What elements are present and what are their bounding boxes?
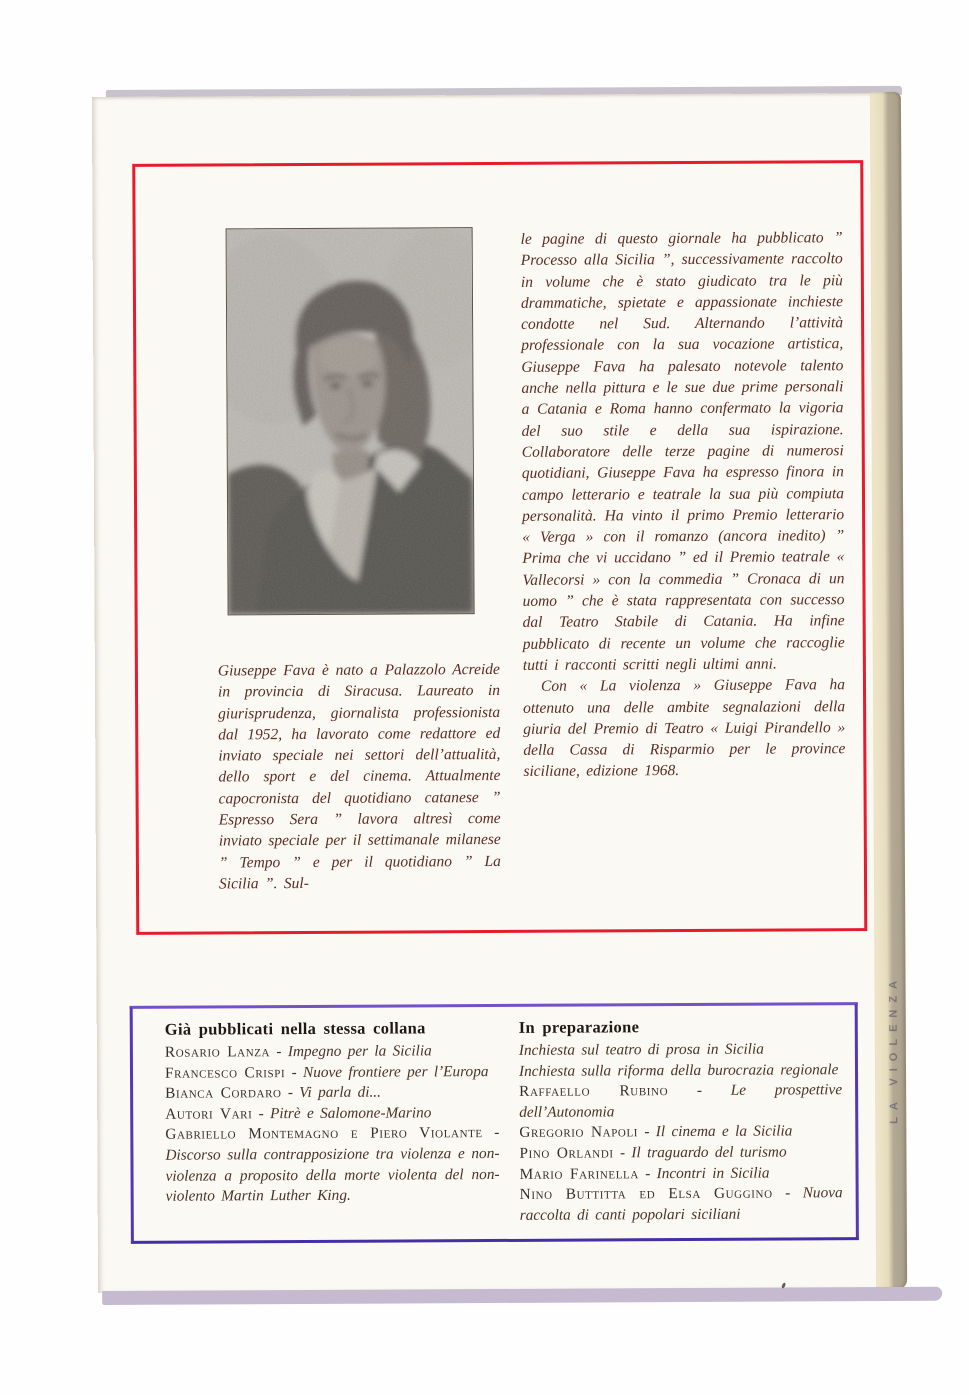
author-name: Pino Orlandi bbox=[519, 1144, 614, 1162]
book-list-item: Raffaello Rubino - Le prospettive dell’Autonomia bbox=[519, 1081, 843, 1121]
book-title: Incontri in Sicilia bbox=[656, 1164, 770, 1182]
book-title: Le prospettive dell’Autonomia bbox=[519, 1081, 843, 1121]
author-name: Nino Buttitta ed Elsa Guggino bbox=[519, 1184, 773, 1204]
author-name: Rosario Lanza bbox=[164, 1043, 271, 1061]
bio-caption: Giuseppe Fava è nato a Palazzolo Acreide in provincia di Siracusa. Laureato in giurisprudenza, giornalista professionista dal 1952, ha lavorato come redattore ed inviato speciale nei settori dell’attualità, dello sport e del cinema. Attualmente capocronista del quotidiano catanese ” Espresso Sera ” lavora altresì come inviato speciale per il settimanale milanese ” Tempo ” e per il quotidiano ” La Sicilia ”. Sul- bbox=[217, 660, 501, 893]
book-title: Inchiesta sul teatro di prosa in Sicilia bbox=[518, 1040, 764, 1059]
published-column bbox=[165, 1018, 500, 1207]
book-title: Discorso sulla contrapposizione tra violenza e non-violenza a proposito della morte violenta del non-violento Martin Luther King. bbox=[165, 1144, 500, 1205]
author-name: Francesco Crispi bbox=[164, 1063, 286, 1082]
bio-column bbox=[521, 227, 846, 782]
bio-frame bbox=[132, 160, 867, 935]
author-name: Autori Vari bbox=[165, 1105, 253, 1123]
bio-paragraph-2: Con « La violenza » Giuseppe Fava ha ottenuto una delle ambite segnalazioni della giuria del Premio di Teatro « Luigi Pirandello » della Cassa di Risparmio per le province siciliane, edizione 1968. bbox=[523, 676, 846, 781]
preparation-heading: In preparazione bbox=[518, 1017, 640, 1037]
book-list-item: Mario Farinella - Incontri in Sicilia bbox=[519, 1164, 770, 1183]
book-back-page bbox=[92, 93, 878, 1293]
book-title: Il traguardo del turismo bbox=[631, 1143, 787, 1162]
book-title: Nuove frontiere per l’Europa bbox=[302, 1062, 489, 1081]
book-list-item: Gregorio Napoli - Il cinema e la Sicilia bbox=[519, 1122, 793, 1142]
book-list-item: Bianca Cordaro - Vi parla di... bbox=[165, 1083, 381, 1102]
preparation-list bbox=[519, 1039, 843, 1226]
book-list-item: Autori Vari - Pitrè e Salomone-Marino bbox=[165, 1104, 432, 1123]
preparation-column bbox=[519, 1016, 843, 1226]
spine-title: LA VIOLENZA bbox=[887, 973, 901, 1124]
published-heading: Già pubblicati nella stessa collana bbox=[164, 1018, 426, 1039]
book-title: Nuova raccolta di canti popolari siciliani bbox=[519, 1184, 843, 1224]
published-list bbox=[165, 1041, 500, 1207]
scanned-book-cover bbox=[92, 86, 943, 1308]
portrait-illustration bbox=[227, 228, 474, 614]
bio-paragraph-1: le pagine di questo giornale ha pubblicato ” Processo alla Sicilia ”, successivamente raccolto in volume che è stato giudicato tra le più drammatiche, spietate e appassionate inchieste condotte nel Sud. Alternando l’attività professionale con la sua vocazione artistica, Giuseppe Fava ha palesato notevole talento anche nella pittura e le sue due prime personali a Catania e Roma hanno confermato la vigoria del suo stile e della sua ispirazione. Collaboratore delle terze pagine di numerosi quotidiani, Giuseppe Fava ha espresso finora in campo letterario e teatrale la sua più compiuta personalità. Ha vinto il primo Premio letterario « Verga » con il romanzo (ancora inedito) ” Prima che vi uccidano ” ed il Premio teatrale « Vallecorsi » con la commedia ” Cronaca di un uomo ” che è stata rappresentata con successo dal Teatro Stabile di Catania. Ha infine pubblicato di recente un volume che raccoglie tutti i racconti scritti negli ultimi anni. bbox=[520, 229, 845, 674]
book-list-item bbox=[519, 1060, 842, 1082]
book-title: Pitrè e Salomone-Marino bbox=[270, 1104, 432, 1122]
book-list-item: Nino Buttitta ed Elsa Guggino - Nuova raccolta di canti popolari siciliani bbox=[519, 1184, 843, 1224]
book-list-item bbox=[519, 1039, 842, 1061]
book-list-item: Francesco Crispi - Nuove frontiere per l’Europa bbox=[164, 1062, 489, 1082]
page-bottom-edge bbox=[102, 1287, 942, 1305]
author-name: Mario Farinella bbox=[519, 1164, 639, 1183]
author-name: Bianca Cordaro bbox=[165, 1084, 282, 1102]
book-title: Vi parla di... bbox=[299, 1083, 381, 1102]
book-title: Il cinema e la Sicilia bbox=[655, 1122, 793, 1141]
book-list-item: Gabriello Montemagno e Piero Violante - Discorso sulla contrapposizione tra violenza e non-violenza a proposito della morte violenta del non-violento Martin Luther King. bbox=[165, 1124, 500, 1205]
portrait-photo bbox=[226, 227, 475, 615]
book-title: Inchiesta sulla riforma della burocrazia regionale bbox=[518, 1060, 839, 1080]
catalog-frame bbox=[130, 1002, 859, 1244]
author-name: Gregorio Napoli bbox=[519, 1123, 639, 1142]
author-name: Raffaello Rubino bbox=[519, 1082, 669, 1101]
book-list-item: Pino Orlandi - Il traguardo del turismo bbox=[519, 1143, 787, 1162]
book-title: Impegno per la Sicilia bbox=[287, 1042, 432, 1061]
book-spine bbox=[870, 92, 907, 1289]
author-name: Gabriello Montemagno e Piero Violante bbox=[165, 1124, 483, 1144]
book-list-item: Rosario Lanza - Impegno per la Sicilia bbox=[164, 1042, 432, 1061]
